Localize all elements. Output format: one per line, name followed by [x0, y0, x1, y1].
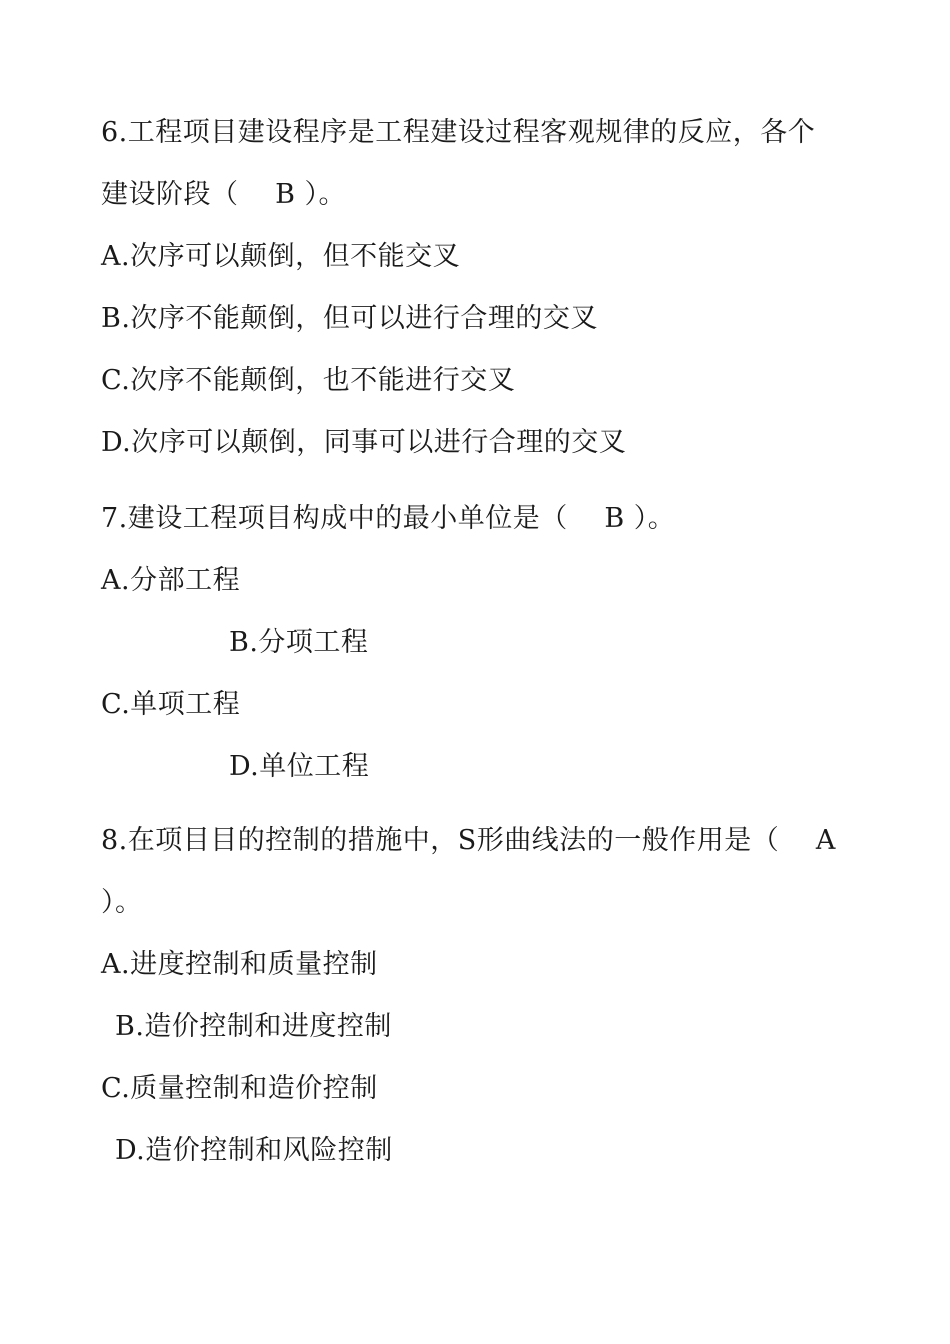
question-8-option-a: A.进度控制和质量控制	[101, 949, 378, 980]
question-8-option-c: C.质量控制和造价控制	[101, 1073, 378, 1104]
question-7-stem: 7.建设工程项目构成中的最小单位是（ B ）。	[101, 503, 676, 534]
question-8-option-d: D.造价控制和风险控制	[115, 1135, 393, 1166]
question-8-option-b: B.造价控制和进度控制	[115, 1011, 392, 1042]
question-8-stem-line-1: 8.在项目目的控制的措施中，S形曲线法的一般作用是（ A	[101, 825, 836, 856]
question-6-option-c: C.次序不能颠倒，也不能进行交叉	[101, 365, 516, 396]
question-6-option-d: D.次序可以颠倒，同事可以进行合理的交叉	[101, 427, 627, 458]
question-7-option-a: A.分部工程	[101, 565, 241, 596]
question-7-option-b: B.分项工程	[229, 627, 369, 658]
question-6-option-a: A.次序可以颠倒，但不能交叉	[101, 241, 461, 272]
question-6-stem-line-2: 建设阶段（ B ）。	[101, 179, 347, 210]
question-6-stem-line-1: 6.工程项目建设程序是工程建设过程客观规律的反应，各个	[101, 117, 816, 148]
question-7-option-d: D.单位工程	[229, 751, 370, 782]
question-8-stem-line-2: ）。	[101, 887, 143, 918]
question-6-option-b: B.次序不能颠倒，但可以进行合理的交叉	[101, 303, 598, 334]
question-7-option-c: C.单项工程	[101, 689, 241, 720]
